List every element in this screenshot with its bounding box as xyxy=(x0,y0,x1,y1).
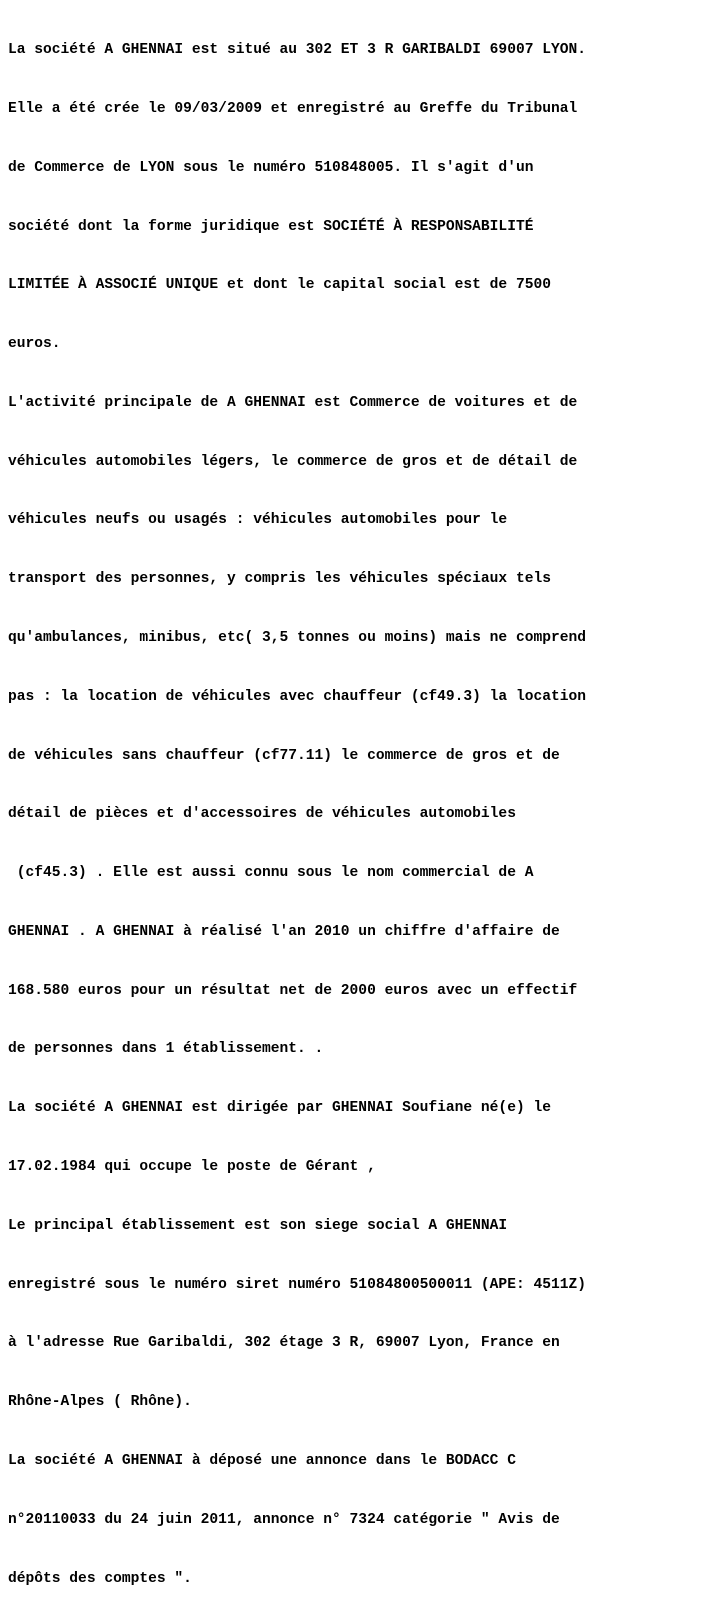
text-line: société dont la forme juridique est SOCIÉTÉ À RESPONSABILITÉ xyxy=(8,218,534,235)
text-line: n°20110033 du 24 juin 2011, annonce n° 7324 catégorie " Avis de xyxy=(8,1511,560,1528)
text-line: La société A GHENNAI est situé au 302 ET 3 R GARIBALDI 69007 LYON. xyxy=(8,42,587,59)
text-line: 17.02.1984 qui occupe le poste de Gérant , xyxy=(8,1159,376,1176)
text-line: véhicules automobiles légers, le commerce de gros et de détail de xyxy=(8,453,578,470)
text-line: qu'ambulances, minibus, etc( 3,5 tonnes ou moins) mais ne comprend xyxy=(8,630,587,646)
text-line: L'activité principale de A GHENNAI est Commerce de voitures et de xyxy=(8,394,578,411)
text-line: Rhône-Alpes ( Rhône). xyxy=(8,1394,192,1411)
text-line: euros. xyxy=(8,336,61,353)
text-line: transport des personnes, y compris les véhicules spéciaux tels xyxy=(8,571,551,588)
text-line: de personnes dans 1 établissement. . xyxy=(8,1041,324,1058)
text-line: (cf45.3) . Elle est aussi connu sous le nom commercial de A xyxy=(8,865,534,882)
text-line: GHENNAI . A GHENNAI à réalisé l'an 2010 un chiffre d'affaire de xyxy=(8,923,560,940)
text-line: pas : la location de véhicules avec chauffeur (cf49.3) la location xyxy=(8,688,587,705)
text-line: de Commerce de LYON sous le numéro 510848005. Il s'agit d'un xyxy=(8,159,534,176)
text-line: dépôts des comptes ". xyxy=(8,1570,192,1587)
text-line: détail de pièces et d'accessoires de véhicules automobiles xyxy=(8,806,516,823)
text-line: enregistré sous le numéro siret numéro 51084800500011 (APE: 4511Z) xyxy=(8,1276,587,1293)
company-description-text xyxy=(8,2,708,1609)
text-line: Le principal établissement est son siege social A GHENNAI xyxy=(8,1217,508,1234)
text-line: véhicules neufs ou usagés : véhicules automobiles pour le xyxy=(8,512,508,529)
text-line: LIMITÉE À ASSOCIÉ UNIQUE et dont le capital social est de 7500 xyxy=(8,277,551,294)
text-line: à l'adresse Rue Garibaldi, 302 étage 3 R, 69007 Lyon, France en xyxy=(8,1335,560,1352)
text-line: 168.580 euros pour un résultat net de 2000 euros avec un effectif xyxy=(8,982,578,999)
text-line: Elle a été crée le 09/03/2009 et enregistré au Greffe du Tribunal xyxy=(8,100,578,117)
text-line: La société A GHENNAI est dirigée par GHENNAI Soufiane né(e) le xyxy=(8,1100,551,1117)
text-line: de véhicules sans chauffeur (cf77.11) le commerce de gros et de xyxy=(8,747,560,764)
text-line: La société A GHENNAI à déposé une annonce dans le BODACC C xyxy=(8,1452,516,1469)
